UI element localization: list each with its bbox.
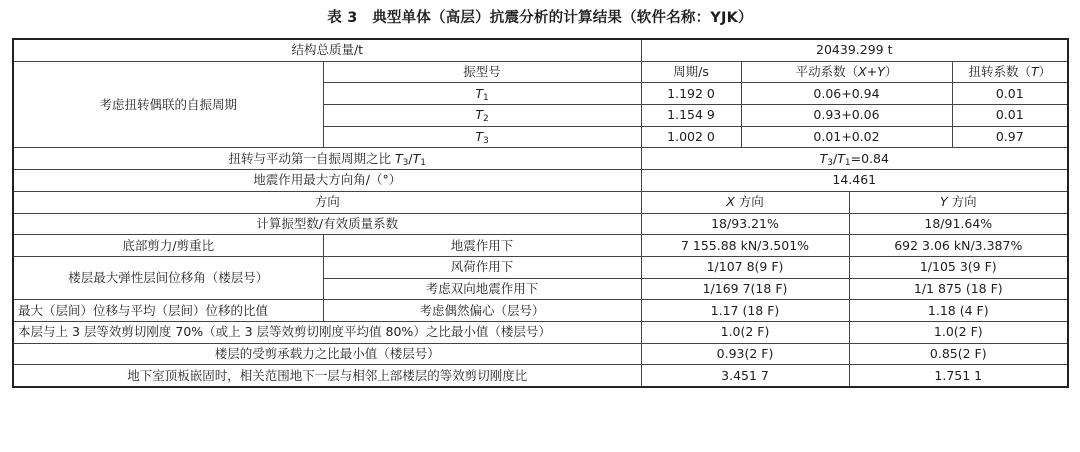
x-value: 1.0(2 F) [641, 321, 849, 343]
translation-header-var: X+Y [858, 64, 885, 80]
ratio-value-number: =0.84 [850, 150, 889, 166]
max-angle-label: 地震作用最大方向角/（°） [13, 170, 641, 192]
ratio-value-t3-sub: 3 [827, 157, 833, 168]
mode-cell [323, 105, 641, 127]
x-direction-text: 方向 [734, 194, 764, 210]
y-value: 1/1 875 (18 F) [849, 278, 1068, 300]
drift-label: 楼层最大弹性层间位移角（楼层号） [13, 256, 323, 299]
period-ratio-t3: T [395, 150, 403, 166]
total-mass-value: 20439.299 t [641, 39, 1068, 61]
mode-subscript: 3 [482, 136, 489, 147]
x-value: 7 155.88 kN/3.501% [641, 235, 849, 257]
period-header: 周期/s [641, 61, 741, 83]
y-direction-text: 方向 [947, 194, 977, 210]
period-cell: 1.002 0 [641, 126, 741, 148]
table-row [13, 343, 1068, 365]
y-var: Y [939, 194, 948, 210]
period-ratio-t3-sub: 3 [402, 157, 409, 168]
mode-cell [323, 83, 641, 105]
period-ratio-slash: / [408, 150, 413, 166]
mode-cell [323, 126, 641, 148]
ratio-value-t1-sub: 1 [844, 157, 851, 168]
x-value: 0.93(2 F) [641, 343, 849, 365]
x-value: 1.17 (18 F) [641, 300, 849, 322]
period-cell: 1.154 9 [641, 105, 741, 127]
period-ratio-label [13, 148, 641, 170]
x-value: 1/107 8(9 F) [641, 256, 849, 278]
max-angle-value: 14.461 [641, 170, 1068, 192]
direction-label: 方向 [13, 191, 641, 213]
mode-subscript: 1 [482, 92, 489, 103]
mode-subscript: 2 [482, 114, 489, 125]
ratio-value-slash: / [833, 150, 838, 166]
torsion-header-end: ） [1038, 64, 1052, 80]
table-title: 表 3 典型单体（高层）抗震分析的计算结果（软件名称：YJK） [327, 10, 753, 26]
torsion-header [952, 61, 1068, 83]
table-row [13, 235, 1068, 257]
y-value: 0.85(2 F) [849, 343, 1068, 365]
stiffness-ratio-label: 本层与上 3 层等效剪切刚度 70%（或上 3 层等效剪切刚度平均值 80%）之比最小值（楼层号） [13, 321, 641, 343]
table-row [13, 365, 1068, 387]
table-row [13, 213, 1068, 235]
drift-seismic-sublabel: 考虑双向地震作用下 [323, 278, 641, 300]
torsion-cell: 0.01 [952, 105, 1068, 127]
displacement-ratio-sublabel: 考虑偶然偏心（层号） [323, 300, 641, 322]
ratio-value-t3: T [819, 150, 828, 166]
mode-header: 振型号 [323, 61, 641, 83]
shear-capacity-label: 楼层的受剪承载力之比最小值（楼层号） [13, 343, 641, 365]
torsion-header-text: 扭转系数（ [968, 64, 1031, 80]
displacement-ratio-label: 最大（层间）位移与平均（层间）位移的比值 [13, 300, 323, 322]
results-table [12, 38, 1069, 388]
y-direction-header [849, 191, 1068, 213]
drift-wind-sublabel: 风荷作用下 [323, 256, 641, 278]
period-ratio-t1-sub: 1 [420, 157, 426, 168]
y-value: 692 3.06 kN/3.387% [849, 235, 1068, 257]
period-ratio-value [641, 148, 1068, 170]
translation-header-end: ） [884, 64, 898, 80]
x-value: 18/93.21% [641, 213, 849, 235]
table-row [13, 321, 1068, 343]
table-row [13, 148, 1068, 170]
y-value: 1/105 3(9 F) [849, 256, 1068, 278]
base-shear-label: 底部剪力/剪重比 [13, 235, 323, 257]
y-value: 1.0(2 F) [849, 321, 1068, 343]
table-row [13, 61, 1068, 83]
x-direction-header [641, 191, 849, 213]
translation-header [741, 61, 952, 83]
period-ratio-label-text: 扭转与平动第一自振周期之比 [228, 150, 395, 166]
x-var: X [726, 194, 735, 210]
period-cell: 1.192 0 [641, 83, 741, 105]
periods-group-label: 考虑扭转偶联的自振周期 [13, 61, 323, 148]
y-value: 18/91.64% [849, 213, 1068, 235]
translation-cell: 0.06+0.94 [741, 83, 952, 105]
table-row [13, 170, 1068, 192]
mode-symbol: T [475, 129, 483, 145]
torsion-cell: 0.97 [952, 126, 1068, 148]
x-value: 3.451 7 [641, 365, 849, 387]
y-value: 1.751 1 [849, 365, 1068, 387]
translation-cell: 0.93+0.06 [741, 105, 952, 127]
y-value: 1.18 (4 F) [849, 300, 1068, 322]
torsion-cell: 0.01 [952, 83, 1068, 105]
total-mass-label: 结构总质量/t [13, 39, 641, 61]
table-row [13, 39, 1068, 61]
mode-symbol: T [475, 85, 483, 101]
period-ratio-t1: T [412, 150, 421, 166]
mode-symbol: T [475, 107, 483, 123]
basement-stiffness-label: 地下室顶板嵌固时，相关范围地下一层与相邻上部楼层的等效剪切刚度比 [13, 365, 641, 387]
translation-header-text: 平动系数（ [795, 64, 859, 80]
torsion-header-var: T [1030, 64, 1039, 80]
x-value: 1/169 7(18 F) [641, 278, 849, 300]
table-row [13, 300, 1068, 322]
translation-cell: 0.01+0.02 [741, 126, 952, 148]
mode-count-label: 计算振型数/有效质量系数 [13, 213, 641, 235]
table-row [13, 191, 1068, 213]
ratio-value-t1: T [837, 150, 845, 166]
table-row [13, 256, 1068, 278]
base-shear-sublabel: 地震作用下 [323, 235, 641, 257]
